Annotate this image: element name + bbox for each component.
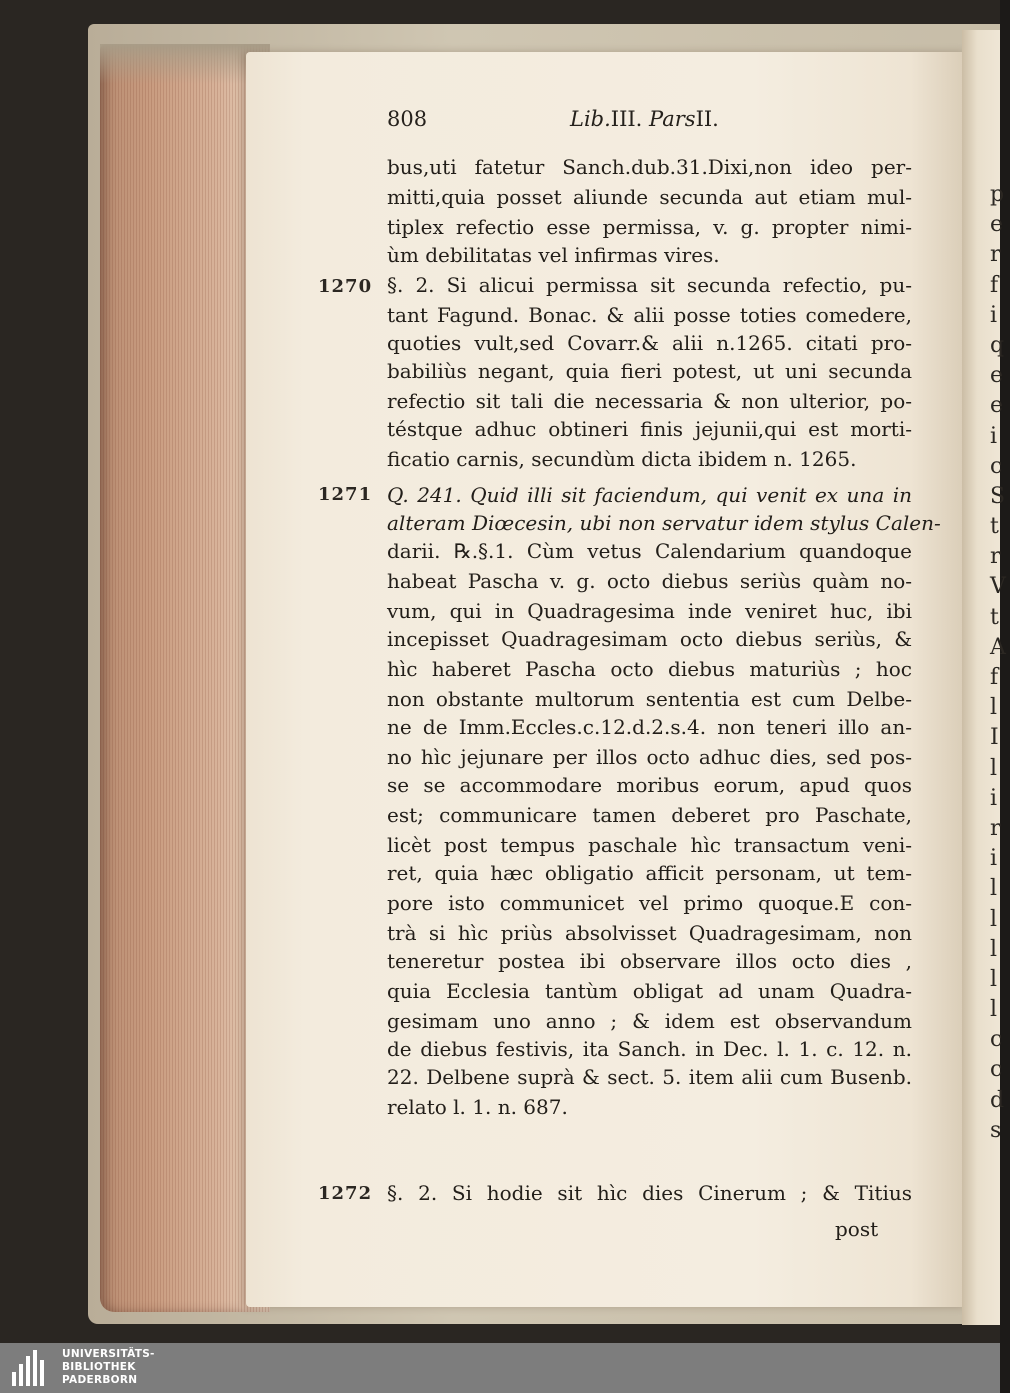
text-line: téstque adhuc obtineri finis jejunii,qui est morti- — [387, 417, 912, 441]
next-page-letter: r — [990, 544, 1001, 570]
library-name-line: BIBLIOTHEK — [62, 1361, 136, 1373]
library-name-line: PADERBORN — [62, 1374, 138, 1386]
next-page-letter: I — [990, 725, 999, 751]
next-page-letter: i — [990, 423, 998, 449]
text-line: darii. ℞.§.1. Cùm vetus Calendarium quandoque — [387, 539, 912, 563]
next-page-letter: l — [990, 876, 998, 902]
next-page-letter: f — [990, 272, 999, 298]
text-line: Q. 241. Quid illi sit faciendum, qui venit ex una in — [387, 483, 912, 507]
library-name-line: UNIVERSITÄTS- — [62, 1348, 155, 1360]
next-page-letter: l — [990, 997, 998, 1023]
margin-number: 1270 — [318, 276, 373, 297]
next-page-letter: r — [990, 242, 1001, 268]
text-line: se se accommodare moribus eorum, apud quos — [387, 773, 912, 797]
text-line: trà si hìc priùs absolvisset Quadragesimam, non — [387, 921, 912, 945]
next-page-letter: l — [990, 936, 998, 962]
text-line: vum, qui in Quadragesima inde veniret huc, ibi — [387, 599, 912, 623]
next-page-letter: i — [990, 785, 998, 811]
text-line: habeat Pascha v. g. octo diebus seriùs quàm no- — [387, 569, 912, 593]
next-page-letter: e — [990, 212, 1004, 238]
next-page-letter: c — [990, 453, 1003, 479]
margin-number: 1271 — [318, 484, 373, 505]
text-line: babiliùs negant, quia fieri potest, ut uni secunda — [387, 359, 912, 383]
text-line: quoties vult,sed Covarr.& alii n.1265. citati pro- — [387, 331, 912, 355]
next-page-letters — [990, 180, 1010, 1146]
text-line: ùm debilitatas vel infirmas vires. — [387, 243, 720, 267]
text-line: 22. Delbene suprà & sect. 5. item alii cum Busenb. — [387, 1065, 912, 1089]
text-line: pore isto communicet vel primo quoque.E con- — [387, 891, 912, 915]
next-page-letter: l — [990, 906, 998, 932]
next-page-letter: A — [990, 634, 1006, 660]
next-page-letter: s — [990, 1117, 1002, 1143]
catchword: post — [835, 1217, 879, 1241]
text-line: tant Fagund. Bonac. & alii posse toties comedere, — [387, 303, 912, 327]
text-line: teneretur postea ibi observare illos octo dies , — [387, 949, 912, 973]
text-line: licèt post tempus paschale hìc transactum veni- — [387, 833, 912, 857]
running-head-part: Pars — [649, 107, 696, 131]
next-page-letter: l — [990, 755, 998, 781]
text-line: alteram Diœcesin, ubi non servatur idem stylus Calen- — [387, 511, 941, 535]
text-line: mitti,quia posset aliunde secunda aut etiam mul- — [387, 185, 912, 209]
text-line: refectio sit tali die necessaria & non ulterior, po- — [387, 389, 912, 413]
text-line: est; communicare tamen deberet pro Paschate, — [387, 803, 912, 827]
text-line: bus,uti fatetur Sanch.dub.31.Dixi,non ideo per- — [387, 155, 912, 179]
text-line: tiplex refectio esse permissa, v. g. propter nimi- — [387, 215, 912, 239]
text-line: hìc haberet Pascha octo diebus maturiùs ; hoc — [387, 657, 912, 681]
next-page-letter: d — [990, 1087, 1005, 1113]
text-line: quia Ecclesia tantùm obligat ad unam Quadra- — [387, 979, 912, 1003]
page-number: 808 — [387, 107, 428, 131]
next-page-letter: p — [990, 182, 1005, 207]
library-logo-icon — [12, 1350, 48, 1386]
next-page-letter: f — [990, 665, 999, 690]
text-line: §. 2. Si hodie sit hìc dies Cinerum ; & Titius — [387, 1181, 912, 1205]
next-page-letter: e — [990, 363, 1004, 389]
margin-number: 1272 — [318, 1183, 373, 1204]
next-page-edge — [962, 30, 1006, 1325]
text-line: ficatio carnis, secundùm dicta ibidem n. 1265. — [387, 447, 857, 471]
next-page-letter: V — [990, 574, 1006, 600]
next-page-letter: l — [990, 966, 998, 992]
page-edges — [100, 44, 270, 1312]
text-line: relato l. 1. n. 687. — [387, 1095, 568, 1119]
next-page-letter: e — [990, 393, 1004, 419]
next-page-letter: t — [990, 604, 999, 630]
next-page-letter: c — [990, 1057, 1003, 1083]
text-line: non obstante multorum sententia est cum Delbe- — [387, 687, 912, 711]
next-page-letter: l — [990, 695, 998, 721]
running-head-part-no: II. — [695, 107, 719, 131]
running-head-book-no: III. — [610, 107, 643, 131]
running-head-book: Lib. — [570, 107, 611, 131]
next-page-letter: c — [990, 1027, 1003, 1053]
text-line: no hìc jejunare per illos octo adhuc dies, sed pos- — [387, 745, 912, 769]
next-page-letter: i — [990, 302, 998, 328]
text-line: de diebus festivis, ita Sanch. in Dec. l. 1. c. 12. n. — [387, 1037, 912, 1061]
next-page-letter: t — [990, 514, 999, 540]
next-page-letter: S — [990, 483, 1006, 509]
text-line: ne de Imm.Eccles.c.12.d.2.s.4. non teneri illo an- — [387, 715, 912, 739]
text-line: gesimam uno anno ; & idem est observandum — [387, 1009, 912, 1033]
library-footer — [0, 1343, 1000, 1393]
text-line: ret, quia hæc obligatio afficit personam, ut tem- — [387, 861, 912, 885]
next-page-letter: r — [990, 815, 1001, 841]
running-head-title — [570, 107, 719, 141]
library-name — [62, 1348, 182, 1387]
next-page-letter: i — [990, 846, 998, 872]
text-line: incepisset Quadragesimam octo diebus seriùs, & — [387, 627, 912, 651]
text-line: §. 2. Si alicui permissa sit secunda refectio, pu- — [387, 273, 912, 297]
next-page-letter: q — [990, 332, 1005, 358]
